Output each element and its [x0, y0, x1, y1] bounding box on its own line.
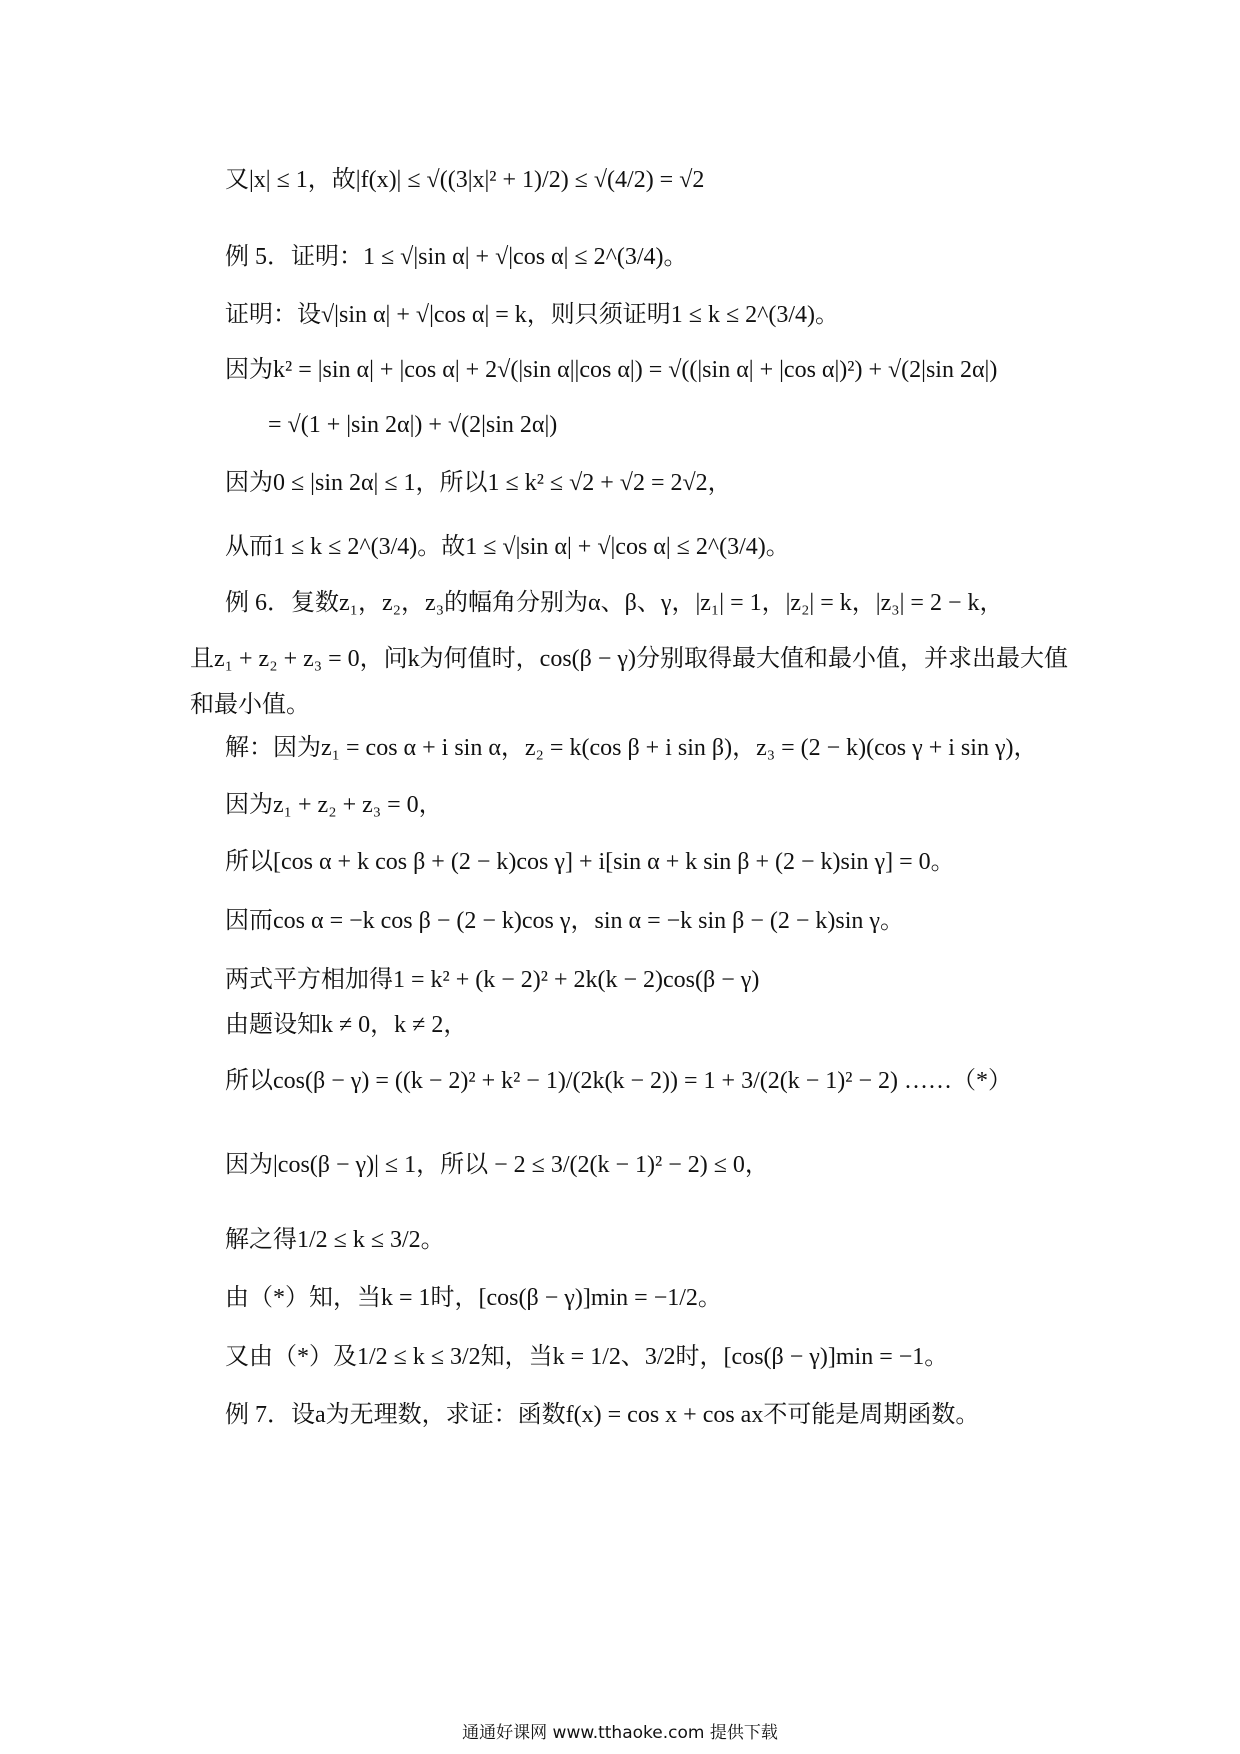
- example-6-solution-11: 又由（*）及1/2 ≤ k ≤ 3/2知，当k = 1/2、3/2时，[cos(β − γ)]min = −1。: [225, 1344, 949, 1370]
- example-6-solution-5: 两式平方相加得1 = k² + (k − 2)² + 2k(k − 2)cos(β − γ): [225, 967, 760, 993]
- example-6-solution-1: 解：因为z₁ = cos α + i sin α，z₂ = k(cos β + i sin β)，z₃ = (2 − k)(cos γ + i sin γ)，: [225, 735, 1038, 761]
- example-5-proof-step-3: 因为0 ≤ |sin 2α| ≤ 1，所以1 ≤ k² ≤ √2 + √2 = 2√2，: [225, 470, 732, 496]
- example-6-statement-3: 和最小值。: [190, 692, 310, 718]
- example-6-statement-1: 例 6．复数z₁，z₂，z₃的幅角分别为α、β、γ，|z₁| = 1，|z₂| = k，|z₃| = 2 − k，: [225, 590, 1004, 616]
- line-1: 又|x| ≤ 1，故|f(x)| ≤ √((3|x|² + 1)/2) ≤ √(4/2) = √2: [225, 167, 705, 193]
- example-5-statement: 例 5．证明：1 ≤ √|sin α| + √|cos α| ≤ 2^(3/4)。: [225, 244, 688, 270]
- example-6-solution-2: 因为z₁ + z₂ + z₃ = 0，: [225, 792, 443, 818]
- example-6-solution-8: 因为|cos(β − γ)| ≤ 1，所以 − 2 ≤ 3/(2(k − 1)² − 2) ≤ 0，: [225, 1152, 769, 1178]
- example-6-solution-3: 所以[cos α + k cos β + (2 − k)cos γ] + i[sin α + k sin β + (2 − k)sin γ] = 0。: [225, 849, 955, 875]
- example-7-statement: 例 7．设a为无理数，求证：函数f(x) = cos x + cos ax不可能是周期函数。: [225, 1402, 980, 1428]
- example-6-solution-7: 所以cos(β − γ) = ((k − 2)² + k² − 1)/(2k(k − 2)) = 1 + 3/(2(k − 1)² − 2) ……（*）: [225, 1068, 1012, 1094]
- example-5-proof-intro: 证明：设√|sin α| + √|cos α| = k，则只须证明1 ≤ k ≤ 2^(3/4)。: [225, 302, 840, 328]
- example-6-statement-2: 且z₁ + z₂ + z₃ = 0，问k为何值时，cos(β − γ)分别取得最大值和最小值，并求出最大值: [190, 646, 1068, 672]
- example-5-conclusion: 从而1 ≤ k ≤ 2^(3/4)。故1 ≤ √|sin α| + √|cos α| ≤ 2^(3/4)。: [225, 534, 790, 560]
- example-6-solution-4: 因而cos α = −k cos β − (2 − k)cos γ，sin α = −k sin β − (2 − k)sin γ。: [225, 908, 905, 934]
- example-5-proof-step-2: = √(1 + |sin 2α|) + √(2|sin 2α|): [268, 412, 558, 438]
- example-6-solution-10: 由（*）知，当k = 1时，[cos(β − γ)]min = −1/2。: [225, 1285, 722, 1311]
- example-6-solution-9: 解之得1/2 ≤ k ≤ 3/2。: [225, 1227, 445, 1253]
- example-6-solution-6: 由题设知k ≠ 0，k ≠ 2，: [225, 1012, 468, 1038]
- page-footer: 通通好课网 www.tthaoke.com 提供下载: [462, 1723, 778, 1743]
- example-5-proof-step-1: 因为k² = |sin α| + |cos α| + 2√(|sin α||cos α|) = √((|sin α| + |cos α|)²) + √(2|sin 2α|): [225, 357, 998, 383]
